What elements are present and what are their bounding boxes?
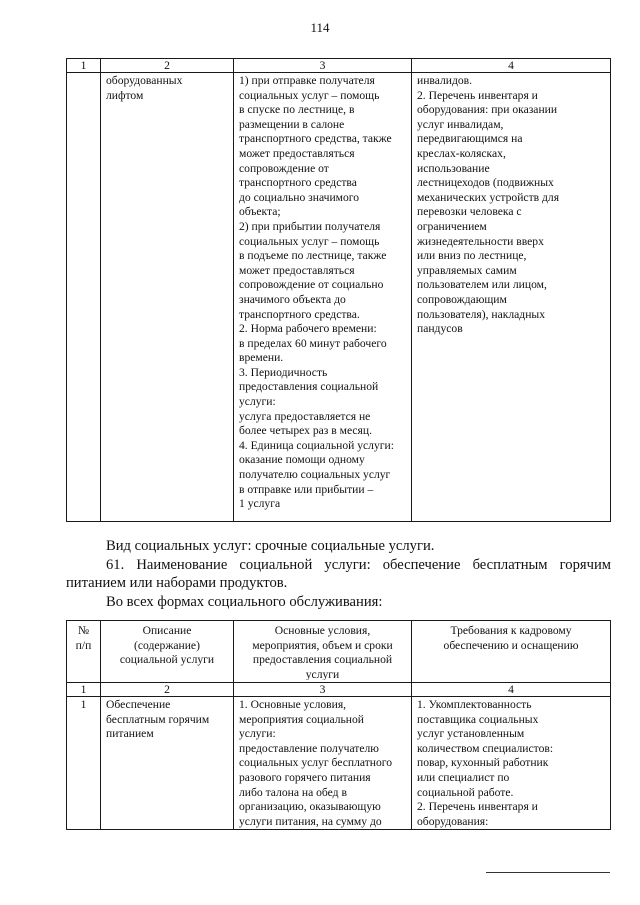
header-row: [67, 621, 611, 683]
conditions-cell: 1. Основные условия, мероприятия социальной услуги: предоставление получателю социальных услуг бесплатного разового горячего питания либо талона на обед в организацию, оказывающую услуги питания, на сумму до: [234, 697, 412, 830]
col-number-3: 3: [234, 683, 412, 697]
row-number-cell: [67, 73, 101, 522]
services-table-continued: [66, 58, 611, 522]
col-number-2: 2: [101, 59, 234, 73]
service-61-table: [66, 620, 611, 830]
footer-rule: [486, 872, 610, 873]
conditions-cell: 1) при отправке получателя социальных услуг – помощь в спуске по лестнице, в размещении в салоне транспортного средства, также может предоставляться сопровождение от транспортного средства до социально значимого объекта; 2) при прибытии получателя социальных услуг – помощь в подъеме по лестнице, также может предоставляться сопровождение от социально значимого объекта до транспортного средства. 2. Норма рабочего времени: в пределах 60 минут рабочего времени. 3. Периодичность предоставления социальной услуги: услуга предоставляется не более четырех раз в месяц. 4. Единица социальной услуги: оказание помощи одному получателю социальных услуг в отправке или прибытии – 1 услуга: [234, 73, 412, 522]
header-conditions: Основные условия, мероприятия, объем и сроки предоставления социальной услуги: [234, 621, 412, 683]
service-kind-paragraph: Вид социальных услуг: срочные социальные услуги.: [106, 538, 435, 554]
row-number-cell: 1: [67, 697, 101, 830]
col-number-1: 1: [67, 683, 101, 697]
col-number-2: 2: [101, 683, 234, 697]
service-name-cell: оборудованных лифтом: [101, 73, 234, 522]
staff-requirements-cell: инвалидов. 2. Перечень инвентаря и оборудования: при оказании услуг инвалидам, передвигающимся на креслах-колясках, использование лестницеходов (подвижных механических устройств для перевозки человека с ограничением жизнедеятельности вверх или вниз по лестнице, управляемых самим пользователем или лицом, сопровождающим пользователя), накладных пандусов: [412, 73, 611, 522]
header-description: Описание (содержание) социальной услуги: [101, 621, 234, 683]
staff-requirements-cell: 1. Укомплектованность поставщика социальных услуг установленным количеством специалистов: повар, кухонный работник или специалист по социальной работе. 2. Перечень инвентаря и оборудования:: [412, 697, 611, 830]
table-row: [67, 73, 611, 522]
column-number-row: [67, 59, 611, 73]
service-name-cell: Обеспечение бесплатным горячим питанием: [101, 697, 234, 830]
header-number: № п/п: [67, 621, 101, 683]
col-number-4: 4: [412, 59, 611, 73]
col-number-3: 3: [234, 59, 412, 73]
col-number-4: 4: [412, 683, 611, 697]
service-forms-paragraph: Во всех формах социального обслуживания:: [106, 594, 383, 610]
column-number-row: [67, 683, 611, 697]
header-requirements: Требования к кадровому обеспечению и оснащению: [412, 621, 611, 683]
table-row: [67, 697, 611, 830]
service-name-paragraph: 61. Наименование социальной услуги: обеспечение бесплатным горячим питанием или наборами продуктов.: [66, 557, 611, 591]
page-number: 114: [310, 20, 330, 35]
col-number-1: 1: [67, 59, 101, 73]
